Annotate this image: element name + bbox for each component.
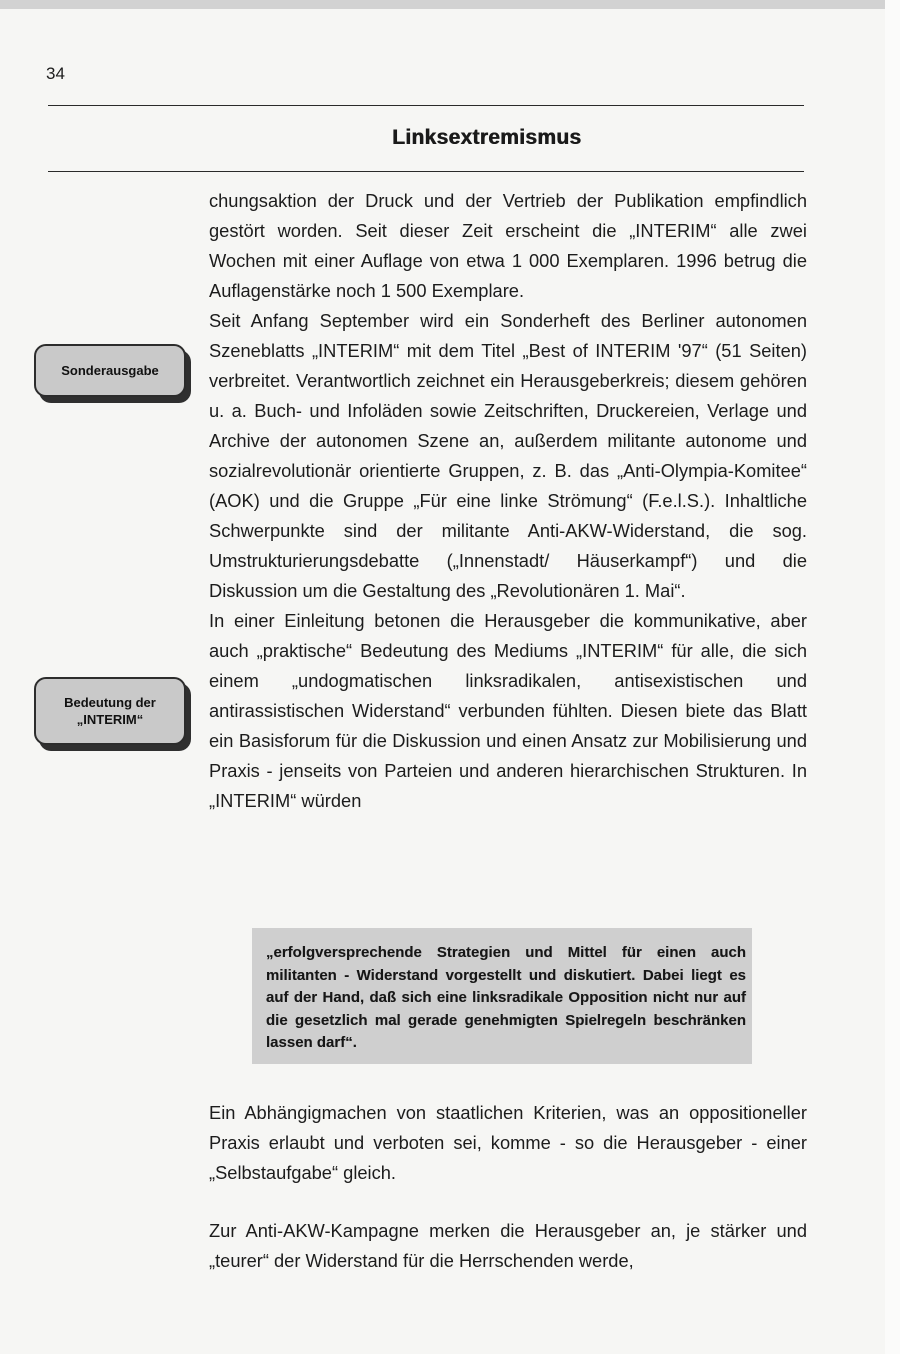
scan-right-edge xyxy=(885,0,900,1354)
running-head: Linksextremismus xyxy=(392,126,582,149)
header-rule-top xyxy=(48,105,804,106)
paragraph-2: Seit Anfang September wird ein Sonderheft des Berliner autonomen Szeneblatts „INTERIM“ mit dem Titel „Best of INTERIM '97“ (51 Seiten) verbreitet. Verantwortlich zeichnet ein Herausgeberkreis; diesem gehören u. a. Buch- und Infoläden sowie Zeitschriften, Druckereien, Verlage und Archive der autonomen Szene an, außerdem militante autonome und sozialrevolutionär orientierte Gruppen, z. B. das „Anti-Olympia-Komitee“ (AOK) und die Gruppe „Für eine linke Strömung“ (F.e.l.S.). Inhaltliche Schwerpunkte sind der militante Anti-AKW-Widerstand, die sog. Umstrukturierungsdebatte („Innenstadt/ Häuserkampf“) und die Diskussion um die Gestaltung des „Revolutionären 1. Mai“. xyxy=(209,310,807,601)
page-number: 34 xyxy=(46,64,65,83)
paragraph-3: In einer Einleitung betonen die Herausgeber die kommunikative, aber auch „praktische“ Bedeutung des Mediums „INTERIM“ für alle, die sich einem „undogmatischen linksradikalen, antisexistischen und antirassistischen Widerstand“ verbunden fühlten. Diesen biete das Blatt ein Basisforum für die Diskussion und einen Ansatz zur Mobilisierung und Praxis - jenseits von Parteien und anderen hierarchischen Strukturen. In „INTERIM“ würden xyxy=(209,610,807,811)
scan-top-edge xyxy=(0,0,885,9)
margin-note-label: Sonderausgabe xyxy=(61,363,159,378)
block-quote: „erfolgversprechende Strategien und Mittel für einen auch militanten - Widerstand vorgestellt und diskutiert. Dabei liegt es auf der Hand, daß sich eine linksradikale Opposition nicht nur auf die gesetzlich mal gerade genehmigten Spielregeln beschränken lassen darf“. xyxy=(252,928,752,1064)
paragraph-5: Zur Anti-AKW-Kampagne merken die Herausgeber an, je stärker und „teurer“ der Widerstand für die Herrschenden werde, xyxy=(209,1220,807,1271)
paragraph-4: Ein Abhängigmachen von staatlichen Kriterien, was an oppositioneller Praxis erlaubt und verboten sei, komme - so die Herausgeber - einer „Selbstaufgabe“ gleich. xyxy=(209,1102,807,1183)
header-rule-bottom xyxy=(48,171,804,172)
paragraph-1: chungsaktion der Druck und der Vertrieb der Publikation empfindlich gestört worden. Seit dieser Zeit erscheint die „INTERIM“ alle zwei Wochen mit einer Auflage von etwa 1 000 Exemplaren. 1996 betrug die Auflagenstärke noch 1 500 Exemplare. xyxy=(209,190,807,301)
body-text-final xyxy=(209,1216,807,1276)
margin-note-bedeutung xyxy=(34,677,186,745)
body-text-after-quote xyxy=(209,1098,807,1188)
margin-note-label-line2: „INTERIM“ xyxy=(76,712,144,727)
margin-note-label-line1: Bedeutung der xyxy=(64,695,156,710)
margin-note-sonderausgabe xyxy=(34,344,186,397)
body-text-main xyxy=(209,186,807,816)
